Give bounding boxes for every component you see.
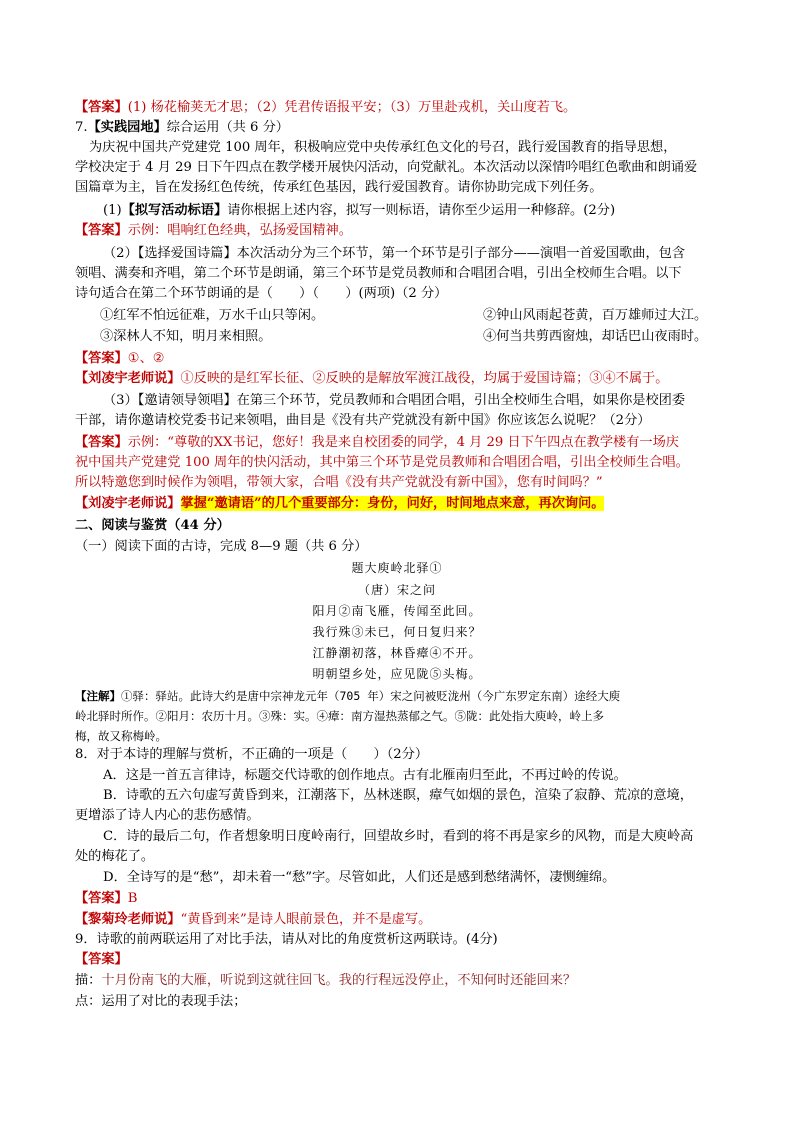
teacher-tag: 【刘凌宇老师说】 [75, 371, 181, 386]
teacher-text-highlighted: 掌握“邀请语”的几个重要部分：身份，问好，时间地点来意，再次询问。 [180, 496, 605, 511]
subquestion-2-line: 领唱、满奏和齐唱，第二个环节是朗诵，第三个环节是党员教师和合唱团合唱，引出全校师生合唱。以下 [75, 266, 682, 281]
teacher-comment [75, 494, 738, 514]
part-heading: （一）阅读下面的古诗，完成 8—9 题（共 6 分） [75, 539, 368, 554]
answer-text: 十月份南飞的大雁，听说到这就往回飞。我的行程远没停止，不知何时还能回来？ [101, 973, 577, 988]
teacher-comment [75, 369, 738, 389]
question-7-title [75, 118, 738, 138]
answer-line: 祝中国共产党建党 100 周年的快闪活动，其中第三个环节是党员教师和合唱团合唱，引出全校师生合唱。 [75, 455, 689, 470]
choice-b: B．诗歌的五六句虚写黄昏到来，江潮落下，丛林迷瞑，瘴气如烟的景色，渲染了寂静、荒凉的意境， [103, 788, 693, 803]
teacher-tag: 【刘凌宇老师说】 [75, 496, 181, 511]
teacher-comment [75, 910, 738, 930]
option: ②钟山风雨起苍黄，百万雄师过大江。 [483, 308, 708, 323]
teacher-text: ①反映的是红军长征、②反映的是解放军渡江战役，均属于爱国诗篇；③④不属于。 [180, 371, 669, 386]
notes-text: ①驿：驿站。此诗大约是唐中宗神龙元年（705 年）宋之问被贬泷州（今广东罗定东南）途经大庾 [121, 689, 621, 703]
answer-text: 示例：“尊敬的XX书记，您好！我是来自校团委的同学，4 月 29 日下午四点在教学楼有一场庆 [127, 435, 679, 450]
answer-text: 运用了对比的表现手法； [101, 994, 247, 1009]
answer-line [75, 992, 738, 1012]
answer-text: B [127, 891, 138, 906]
poem-line: 江静潮初落，林昏瘴④不开。 [312, 646, 482, 660]
question-title: 综合运用（共 6 分） [166, 120, 289, 135]
choice-c: C．诗的最后二句，作者想象明日度岭南行，回望故乡时，看到的将不再是家乡的风物，而是大庾岭高 [103, 829, 694, 844]
sub-text: 请你根据上述内容，拟写一则标语，请你至少运用一种修辞。(2分) [227, 203, 616, 218]
answer-line [75, 433, 738, 453]
intro-line: 学校决定于 4 月 29 日下午四点在教学楼开展快闪活动，向党献礼。本次活动以深情吟唱红色歌曲和朗诵爱 [75, 160, 698, 175]
teacher-text: “黄昏到来”是诗人眼前景色，并不是虚写。 [180, 912, 432, 927]
answer-line: 所以特邀您到时候作为领唱，带领大家，合唱《没有共产党就没有新中国》，您有时间吗？” [75, 475, 603, 490]
teacher-tag: 【黎菊玲老师说】 [75, 912, 181, 927]
answer-label: 描： [75, 973, 102, 988]
subquestion-3-line: 干部，请你邀请校党委书记来领唱，曲目是《没有共产党就没有新中国》你应该怎么说呢？（2分） [75, 413, 651, 428]
answer-tag: 【答案】 [75, 223, 128, 238]
option-row [100, 327, 738, 347]
option: ④何当共剪西窗烛，却话巴山夜雨时。 [483, 329, 708, 344]
notes-tag: 【注解】 [75, 689, 121, 703]
answer-text: (1) 杨花榆荚无才思；（2）凭君传语报平安；（3）万里赴戎机，关山度若飞。 [127, 100, 577, 115]
intro-line: 国篇章为主，旨在发扬红色传统，传承红色基因，践行爱国教育。请你协助完成下列任务。 [75, 180, 603, 195]
option-row [100, 306, 738, 326]
choice-b-cont: 更增添了诗人内心的悲伤感情。 [75, 808, 260, 823]
option: ①红军不怕远征难，万水千山只等闲。 [100, 308, 325, 323]
subquestion-2-line: （2）【选择爱国诗篇】本次活动分为三个环节，第一个环节是引子部分——演唱一首爱国歌曲，包含 [103, 246, 686, 261]
section-heading: 二、阅读与鉴赏（44 分） [75, 518, 230, 533]
answer-line [75, 349, 738, 369]
choice-d: D．全诗写的是“愁”，却未着一“愁”字。尽管如此，人们还是感到愁绪满怀，凄恻缠绵。 [103, 870, 616, 885]
answer-text: 示例：唱响红色经典，弘扬爱国精神。 [127, 223, 352, 238]
sub-label: (1) [103, 203, 122, 218]
question-9-stem: 9．诗歌的前两联运用了对比手法，请从对比的角度赏析这两联诗。(4分) [75, 932, 498, 947]
poem-line: 我行殊③未已，何日复归来？ [312, 625, 482, 639]
subquestion-1 [103, 201, 738, 221]
poem-line: 明朝望乡处，应见陇⑤头梅。 [312, 667, 482, 681]
question-number: 7. [75, 120, 88, 135]
poem-author: （唐）宋之问 [357, 583, 436, 597]
poem-title: 题大庾岭北驿① [351, 561, 443, 575]
choice-a: A．这是一首五言律诗，标题交代诗歌的创作地点。古有北雁南归至此，不再过岭的传说。 [103, 768, 627, 783]
answer-tag: 【答案】 [75, 891, 128, 906]
answer-line [75, 98, 738, 118]
answer-tag: 【答案】 [75, 435, 128, 450]
question-8-stem: 8．对于本诗的理解与赏析，不正确的一项是（ ）（2分） [75, 747, 429, 762]
choice-c-cont: 处的梅花了。 [75, 849, 155, 864]
notes-line [75, 686, 738, 706]
answer-tag: 【答案】 [75, 952, 128, 967]
answer-tag: 【答案】 [75, 351, 128, 366]
notes-line: 岭北驿时所作。②阳月：农历十月。③殊：实。④瘴：南方湿热蒸郁之气。⑤陇：此处指大庾岭，岭上多 [75, 709, 604, 723]
notes-line: 梅，故又称梅岭。 [75, 729, 167, 743]
answer-text: ①、② [127, 351, 165, 366]
option: ③深林人不知，明月来相照。 [100, 329, 272, 344]
answer-line [75, 221, 738, 241]
subquestion-2-line: 诗句适合在第二个环节朗诵的是（ ）（ ）(两项)（2 分） [75, 286, 448, 301]
subquestion-3-line: （3）【邀请领导领唱】在第三个环节，党员教师和合唱团合唱，引出全校师生合唱，如果你是校团委 [103, 393, 686, 408]
question-tag: 【实践园地】 [87, 120, 167, 135]
sub-tag: 【拟写活动标语】 [121, 203, 228, 218]
answer-tag: 【答案】 [75, 100, 128, 115]
intro-line: 为庆祝中国共产党建党 100 周年，积极响应党中央传承红色文化的号召，践行爱国教育的指导思想， [89, 140, 677, 155]
answer-line [75, 971, 738, 991]
answer-line [75, 889, 738, 909]
poem-line: 阳月②南飞雁，传闻至此回。 [312, 604, 482, 618]
answer-label: 点： [75, 994, 102, 1009]
